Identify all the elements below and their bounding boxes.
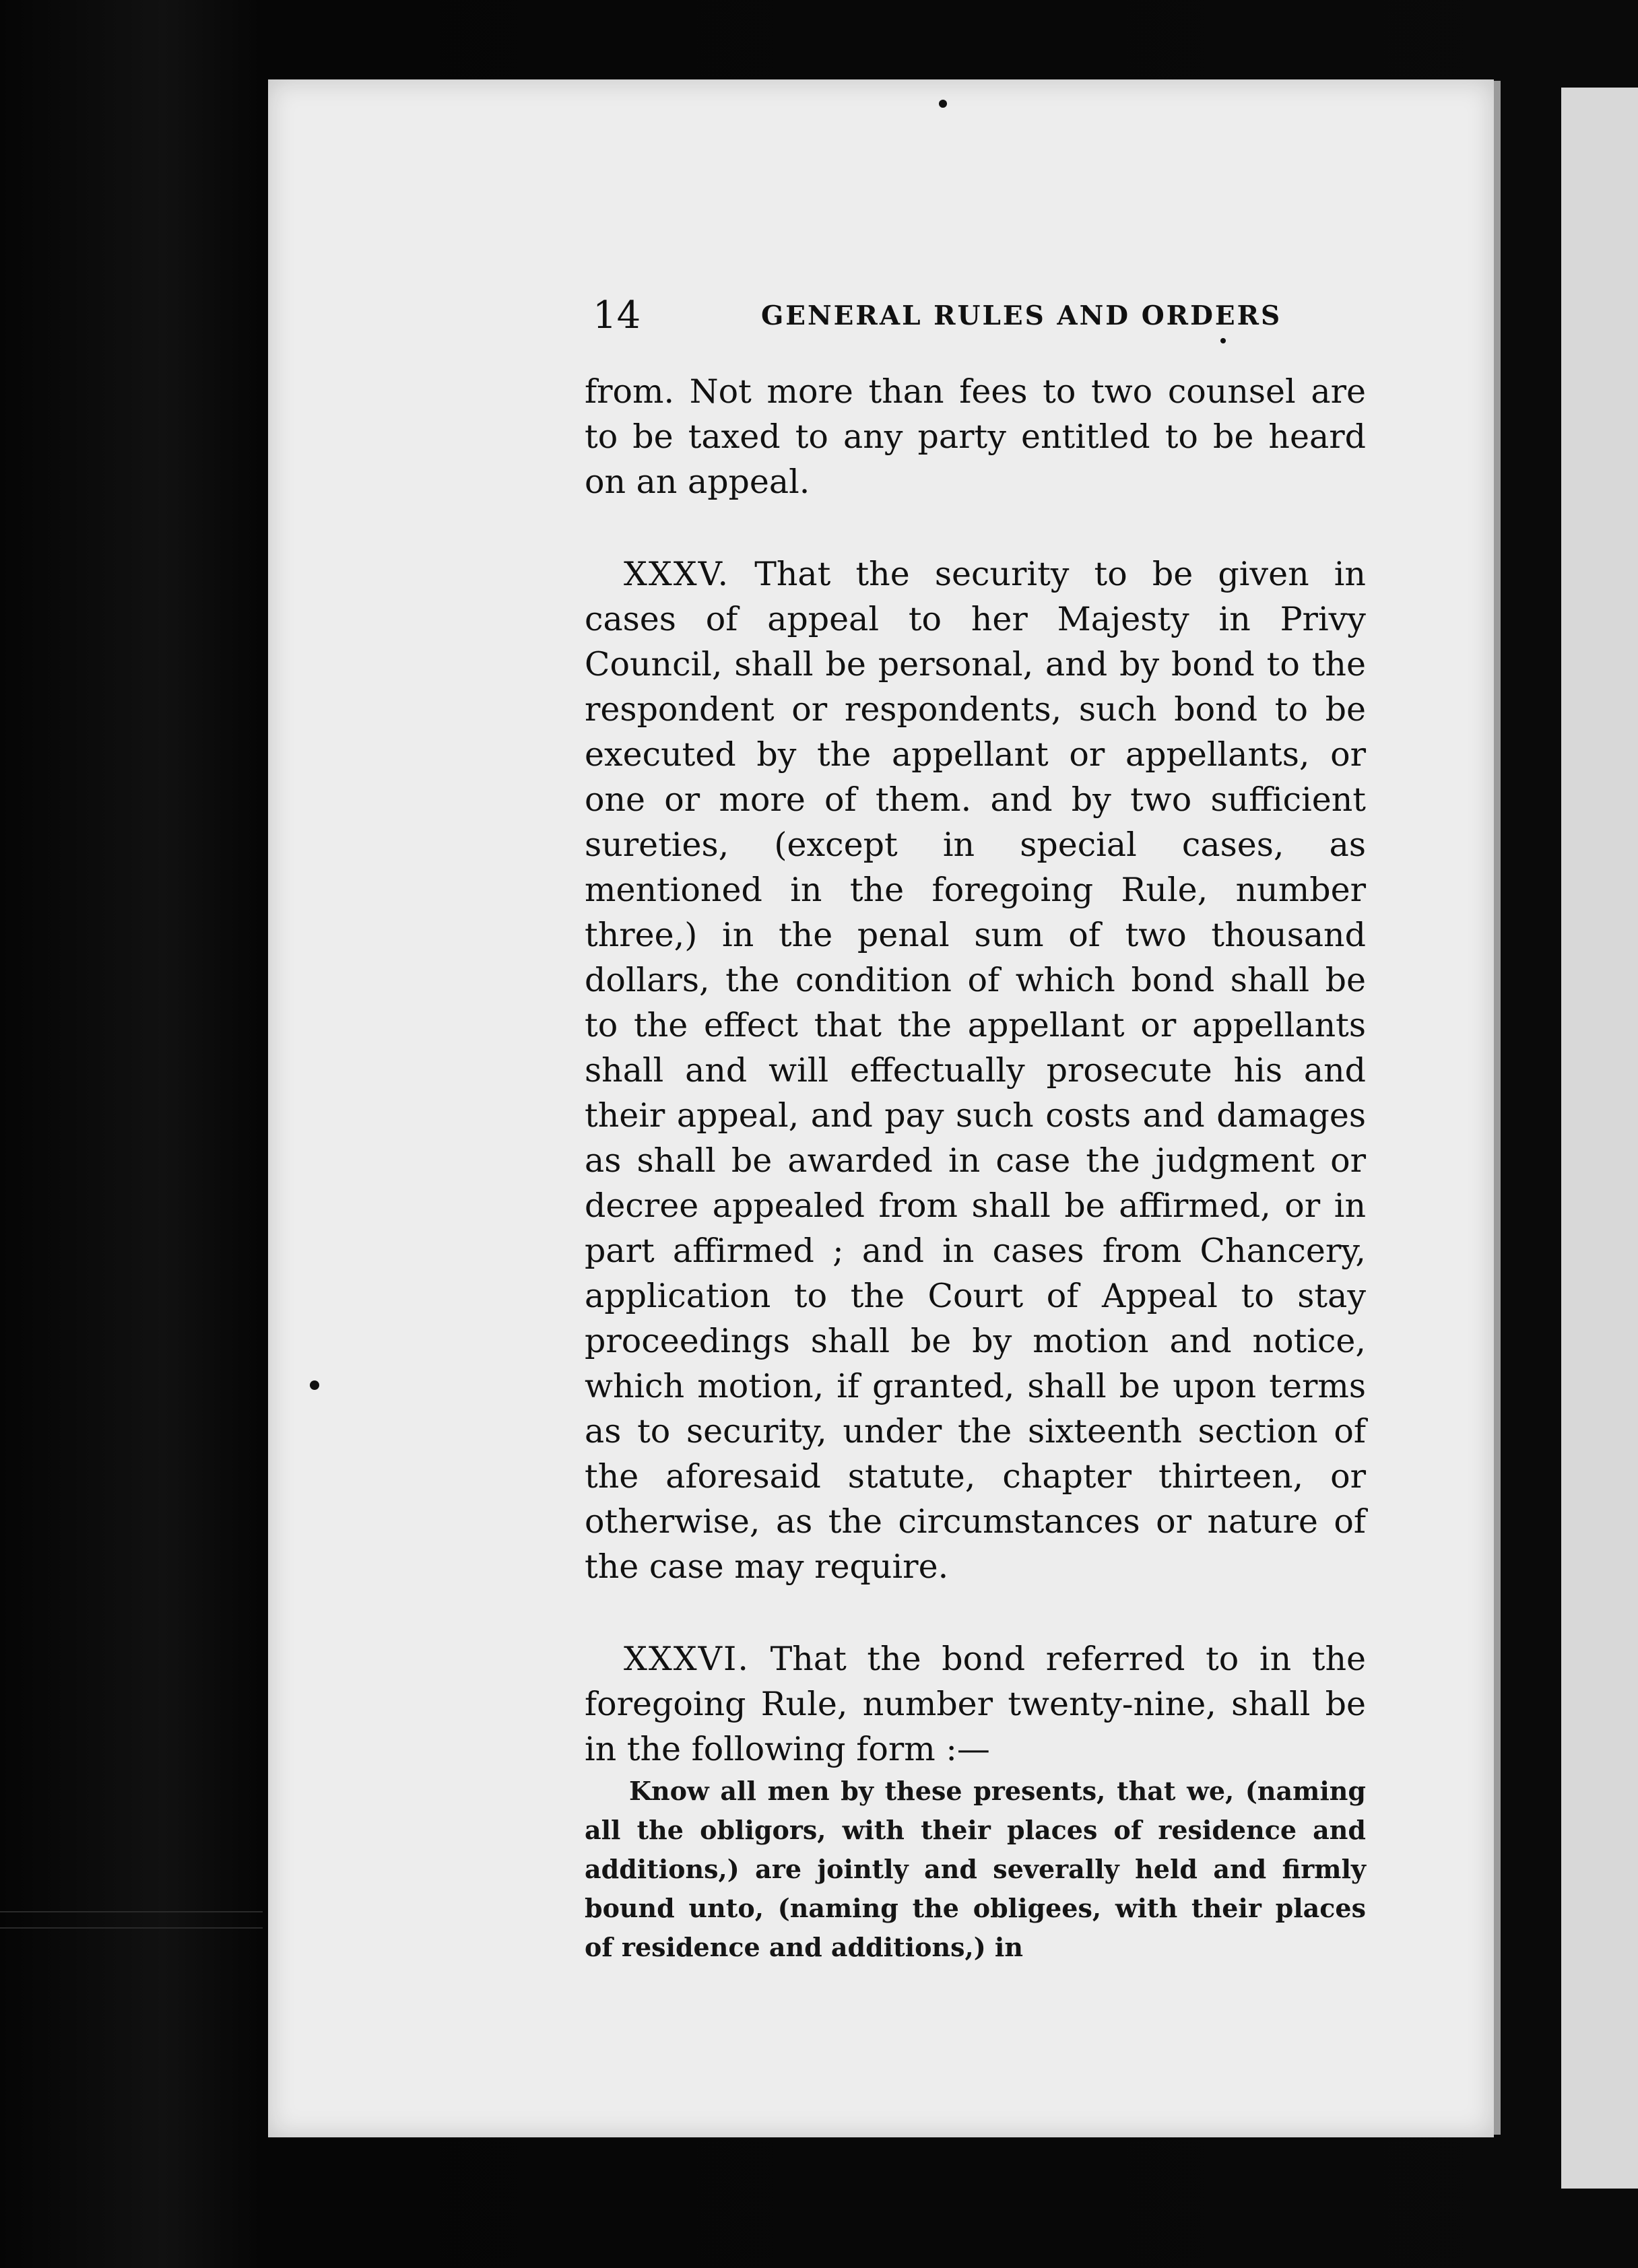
adjacent-page-edge [1561, 88, 1638, 2189]
paragraph-spacer [585, 504, 1366, 552]
page-header [593, 294, 1374, 347]
dust-speck [310, 1380, 319, 1390]
page-number: 14 [593, 294, 641, 337]
rule-35-text: That the security to be given in cases of appeal to her Majesty in Privy Council, shall be personal, and by bond to the respondent or respondents, such bond to be executed by the appellant or appellants, or one or more of them. and by two sufficient sureties, (except in special cases, as mentioned in the foregoing Rule, number three,) in the penal sum of two thousand dollars, the condition of which bond shall be to the effect that the appellant or appellants shall and will effectually prosecute his and their appeal, and pay such costs and damages as shall be awarded in case the judgment or decree appealed from shall be affirmed, or in part affirmed ; and in cases from Chancery, application to the Court of Appeal to stay proceedings shall be by motion and notice, which motion, if granted, shall be upon terms as to security, under the sixteenth section of the aforesaid statute, chapter thirteen, or otherwise, as the circumstances or nature of the case may require. [585, 555, 1366, 1586]
page-edge-shadow [1494, 81, 1501, 2135]
rule-36-number: XXXVI. [624, 1640, 750, 1678]
rule-36-text: That the bond referred to in the foregoing Rule, number twenty-nine, shall be in the following form :— [585, 1640, 1367, 1768]
rule-35-number: XXXV. [624, 555, 730, 593]
scan-artifact-line [0, 1911, 263, 1912]
bond-form-text: Know all men by these presents, that we, (naming all the obligors, with their places of residence and additions,) are jointly and severally held and firmly bound unto, (naming the obligees, with their places of residence and additions,) in [585, 1776, 1366, 1962]
paragraph-spacer [585, 1589, 1366, 1636]
rule-35-paragraph [585, 552, 1366, 1589]
bond-form-paragraph [585, 1772, 1366, 1967]
continuation-paragraph: from. Not more than fees to two counsel are to be taxed to any party entitled to be heard on an appeal. [585, 372, 1366, 501]
page-body [585, 369, 1366, 1967]
rule-36-paragraph [585, 1636, 1366, 1772]
running-head: GENERAL RULES AND ORDERS [761, 300, 1282, 331]
dust-speck [939, 100, 947, 108]
scan-artifact-line [0, 1927, 263, 1929]
